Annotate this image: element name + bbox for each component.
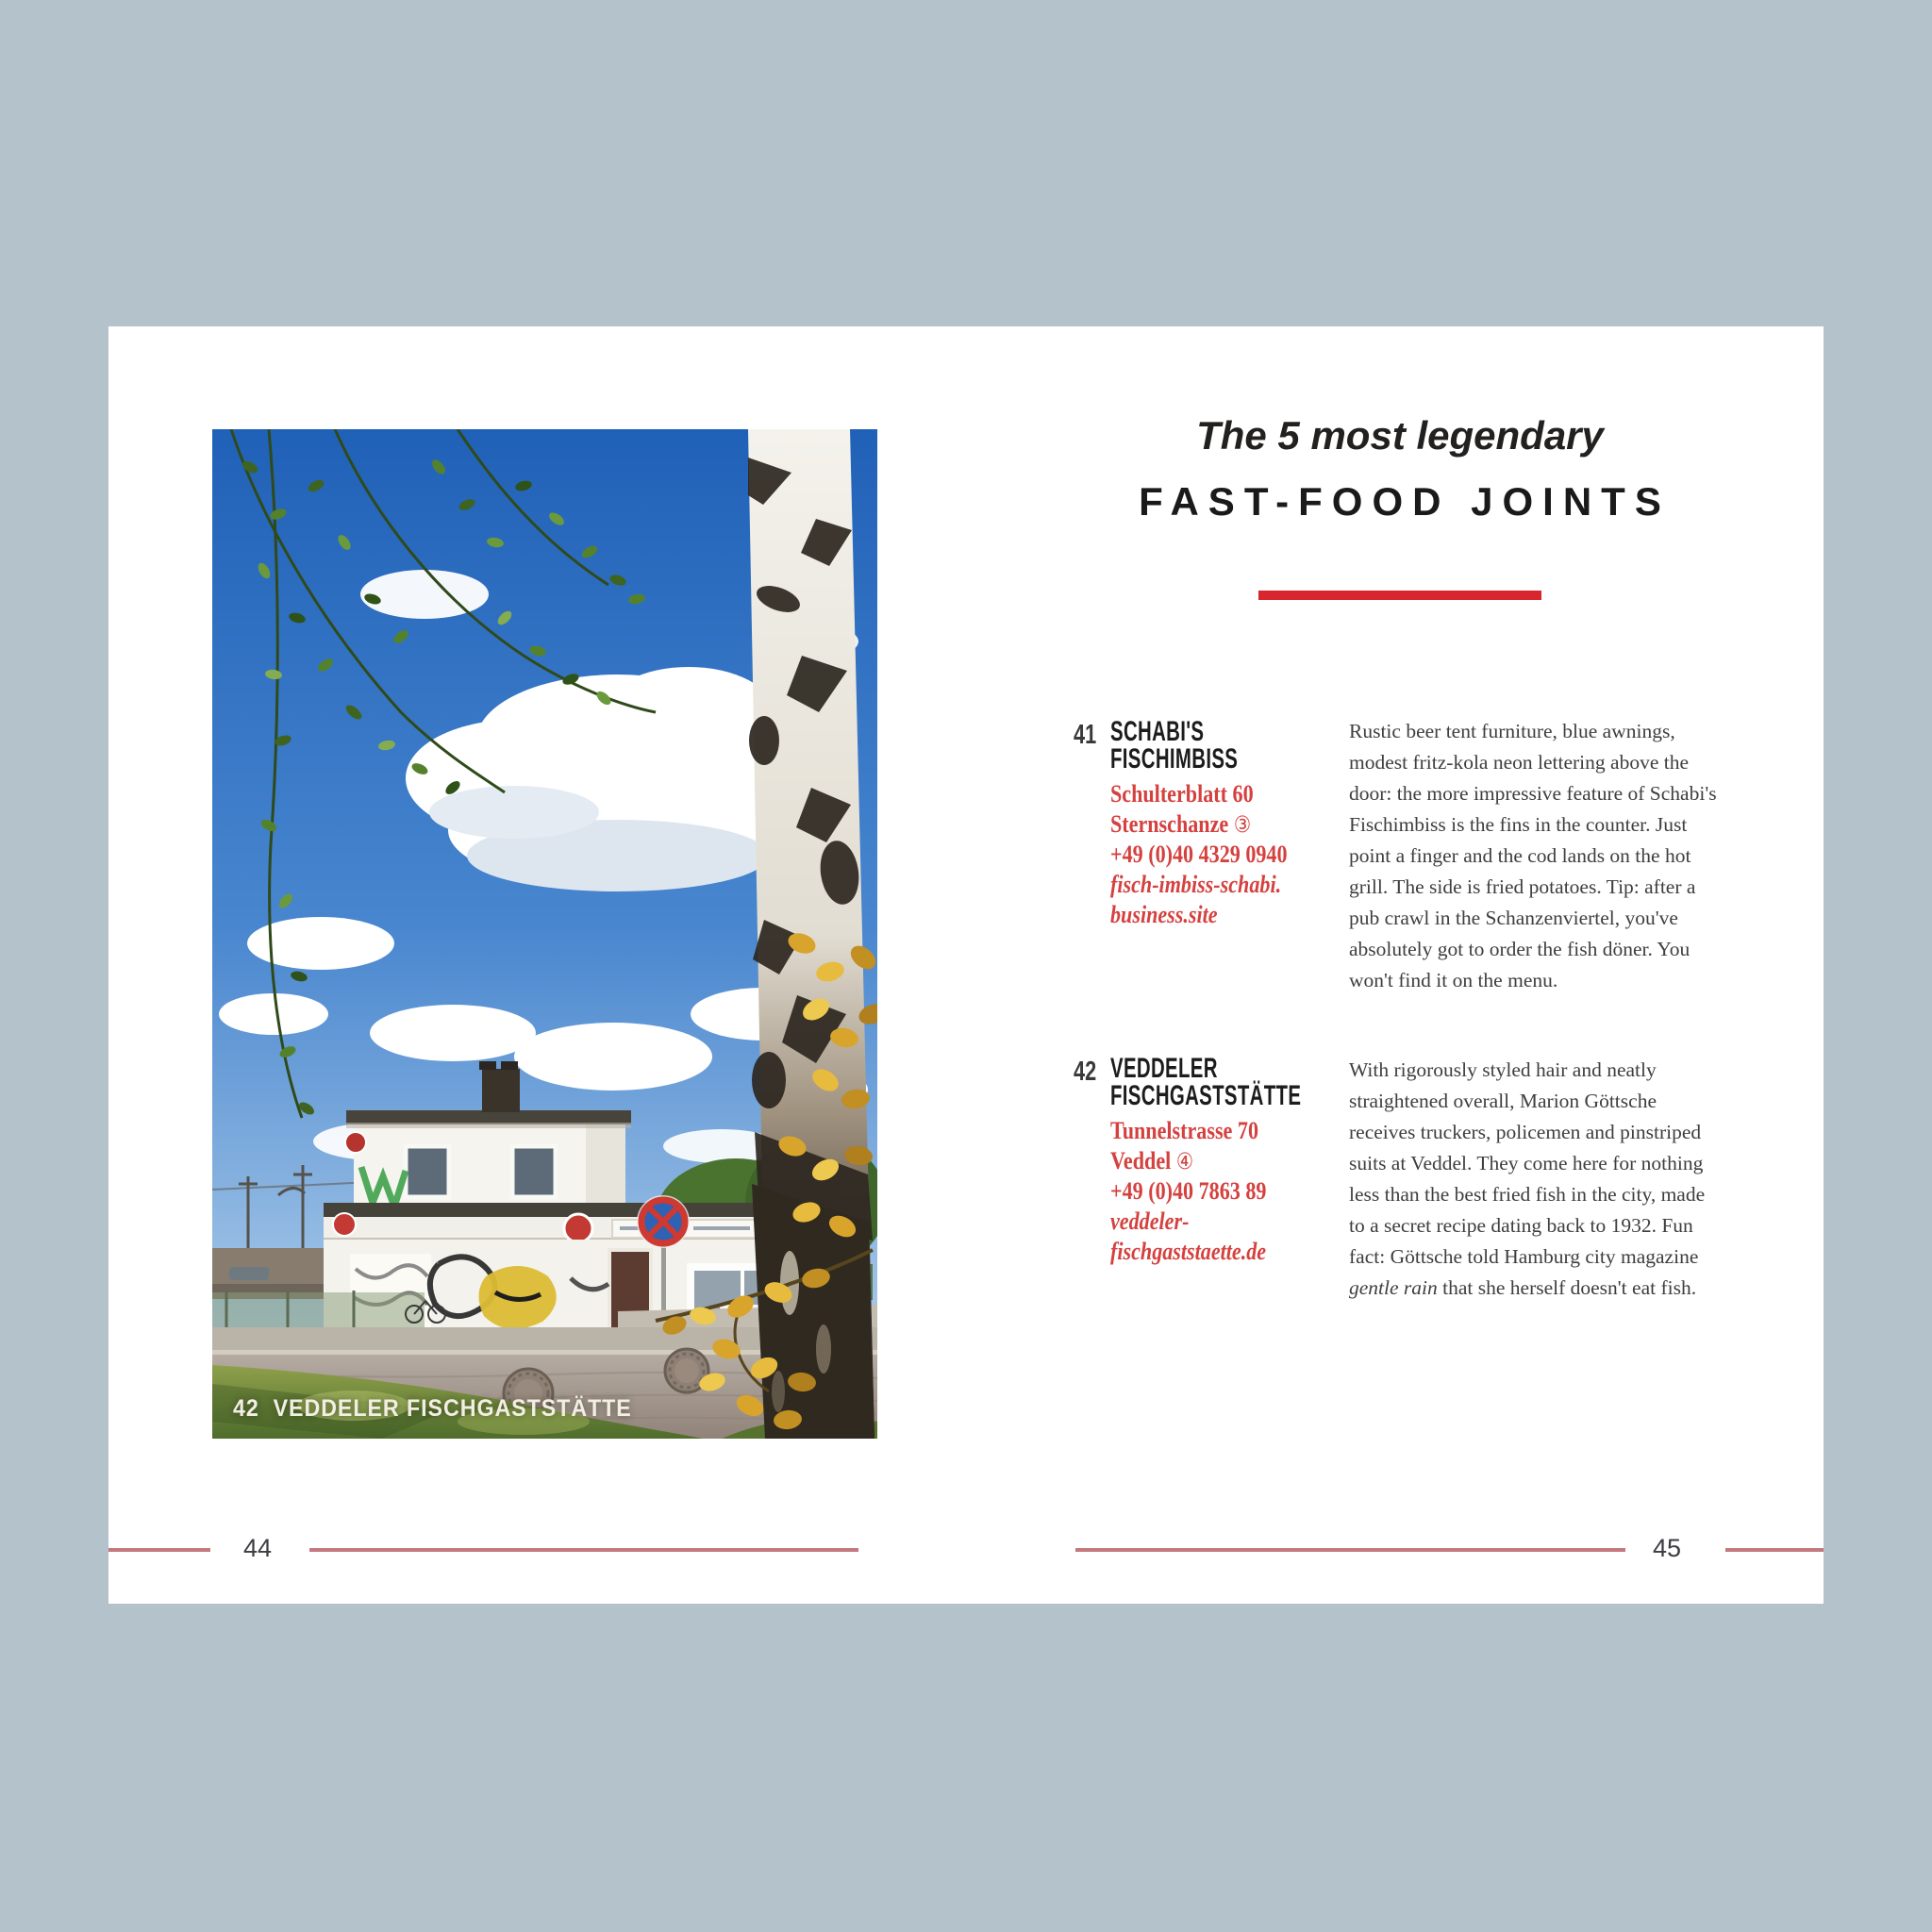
photo-caption [233, 1395, 632, 1423]
footer-rule-right-short [1725, 1548, 1824, 1552]
photo-illustration [212, 429, 877, 1439]
page-number-left: 44 [242, 1534, 273, 1562]
entry-42-phone: +49 (0)40 7863 89 [1110, 1177, 1267, 1205]
entry-41-name-line1: SCHABI'S [1110, 716, 1205, 747]
entry-42-address: Tunnelstrasse 70 [1110, 1117, 1258, 1144]
storefront-photo [212, 429, 877, 1439]
footer-rule-right-long [1075, 1548, 1625, 1552]
entry-42-website-line1: veddeler- [1110, 1208, 1190, 1235]
footer-rule-left-long [309, 1548, 858, 1552]
entry-41-address: Schulterblatt 60 [1110, 780, 1254, 808]
entry-41-description: Rustic beer tent furniture, blue awnings, modest fritz-kola neon lettering above the door: the more impressive feature of Schabi's Fischimbiss is the fins in the counter. Just point a finger and the cod lands on the hot grill. The side is fried potatoes. Tip: after a pub crawl in the Schanzenviertel, you've absolutely got to order the fish döner. You won't find it on the menu. [1349, 720, 1717, 991]
fence-and-bike [212, 1291, 445, 1328]
title-underline-rule [1258, 591, 1541, 600]
section-kicker: The 5 most legendary [1196, 413, 1604, 458]
section-title: FAST-FOOD JOINTS [1139, 479, 1671, 524]
entry-42-name-line1: VEDDELER [1110, 1053, 1218, 1084]
entry-41-district: Sternschanze ③ [1110, 810, 1252, 838]
district-number-icon: ④ [1175, 1148, 1194, 1174]
entry-42-website-line2: fischgaststaette.de [1110, 1238, 1267, 1265]
book-spread [108, 326, 1824, 1604]
entry-42-number: 42 [1074, 1057, 1097, 1087]
district-number-icon: ③ [1233, 811, 1252, 838]
photo-caption-number: 42 [233, 1395, 259, 1422]
entry-41-name-line2: FISCHIMBISS [1110, 743, 1239, 774]
footer-rule-left-short [108, 1548, 210, 1552]
magazine-name-italic: gentle rain [1349, 1276, 1438, 1299]
page-number-right: 45 [1652, 1534, 1682, 1562]
entry-42-district: Veddel ④ [1110, 1147, 1194, 1174]
entry-41-phone: +49 (0)40 4329 0940 [1110, 841, 1288, 868]
entry-42-name [1110, 1055, 1380, 1109]
entry-41-website-line1: fisch-imbiss-schabi. [1110, 871, 1282, 898]
entry-41-number: 41 [1074, 720, 1097, 750]
entry-42-name-line2: FISCHGASTSTÄTTE [1110, 1080, 1302, 1111]
entry-41-website-line2: business.site [1110, 901, 1218, 928]
photo-caption-text: VEDDELER FISCHGASTSTÄTTE [273, 1395, 632, 1422]
entry-42-description: With rigorously styled hair and neatly straightened overall, Marion Göttsche receives truckers, policemen and pinstriped suits at Veddel. They come here for nothing less than the best fried fish in the city, made to a secret recipe dating back to 1932. Fun fact: Göttsche told Hamburg city magazine gentle rain that she herself doesn't eat fish. [1349, 1058, 1706, 1299]
entry-41-name [1110, 718, 1380, 773]
